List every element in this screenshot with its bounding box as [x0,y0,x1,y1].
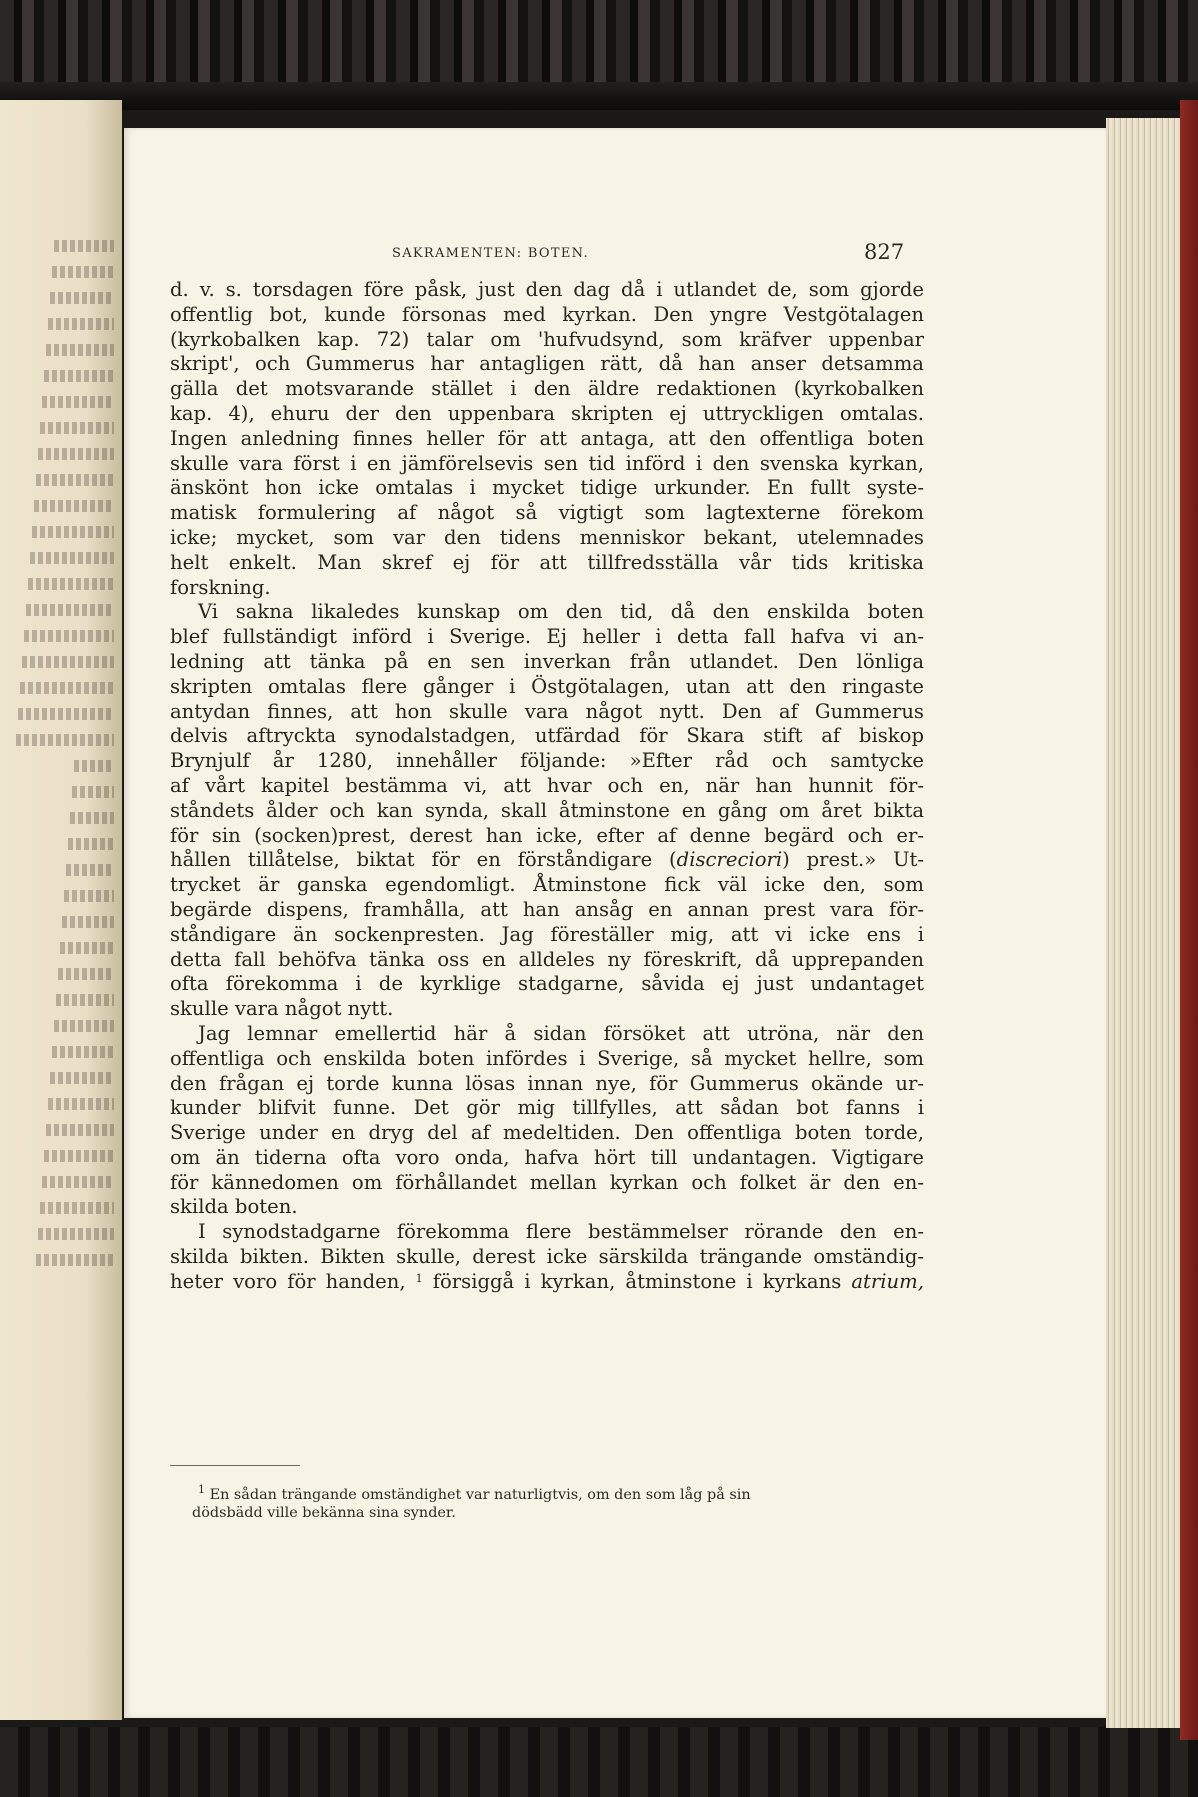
previous-page-text-trace [32,526,114,538]
previous-page-text-trace [36,474,114,486]
previous-page-text-trace [54,240,114,252]
text-line: heter voro för handen, $^1$ försiggå i kyrkan, åtminstone i kyrkans atrium, [170,1269,924,1293]
body-text [170,278,924,1295]
text-line: d. v. s. torsdagen före påsk, just den dag då i utlandet de, som gjorde [170,278,924,301]
text-line: ståndigare än sockenpresten. Jag föreställer mig, att vi icke ens i [170,922,924,946]
text-line: änskönt hon icke omtalas i mycket tidige urkunder. En fullt syste- [170,476,924,500]
text-line: Ingen anledning finnes heller för att antaga, att den offentliga boten [170,426,924,450]
footnote [170,1483,924,1522]
text-line: Sverige under en dryg del af medeltiden. Den offentliga boten torde, [170,1121,924,1145]
previous-page-text-trace [34,500,114,512]
text-line: offentliga och enskilda boten infördes i Sverige, så mycket hellre, som [170,1046,924,1070]
page-number: 827 [864,240,905,264]
text-line: om än tiderna ofta voro onda, hafva hört till undantagen. Vigtigare [170,1145,924,1169]
previous-page-text-trace [74,760,114,772]
previous-page-text-trace [38,448,114,460]
footnote-text-1: En sådan trängande omständighet var naturligtvis, om den som låg på sin [209,1487,751,1503]
previous-page-text-trace [68,838,114,850]
previous-page-text-trace [56,994,114,1006]
previous-page-text-trace [46,1124,114,1136]
text-line: kunder blifvit funne. Det gör mig tillfylles, att sådan bot fanns i [170,1096,924,1120]
text-line: Vi sakna likaledes kunskap om den tid, då den enskilda boten [198,600,924,624]
text-line: ledning att tänka på en sen inverkan från utlandet. Den lönliga [170,649,924,673]
text-line: offentlig bot, kunde försonas med kyrkan. Den yngre Vestgötalagen [170,302,924,326]
previous-page-text-trace [50,1072,114,1084]
previous-page-text-trace [48,318,114,330]
text-line: skulle vara något nytt. [170,997,394,1021]
previous-page-text-trace [16,734,114,746]
text-line: den frågan ej torde kunna lösas innan nye, för Gummerus okände ur- [170,1071,924,1095]
footnote-marker: 1 [198,1483,205,1496]
footnote-ref: 1 [415,1271,423,1285]
previous-page-text-trace [24,630,114,642]
previous-page-text-trace [40,1202,114,1214]
previous-page-text-trace [52,1046,114,1058]
previous-page-text-trace [54,1020,114,1032]
footnote-text-2: dödsbädd ville bekänna sina synder. [192,1505,456,1521]
text-line: begärde dispens, framhålla, att han ansåg en annan prest vara för- [170,897,924,921]
text-line: för kännedomen om förhållandet mellan kyrkan och folket är den en- [170,1170,924,1194]
text-line: af vårt kapitel bestämma vi, att hvar och en, när han hunnit för- [170,773,924,797]
previous-page-text-trace [60,942,114,954]
text-line: ofta förekomma i de kyrklige stadgarne, såvida ej just undantaget [170,972,924,996]
text-line: hållen tillåtelse, biktat för en förståndigare (discreciori) prest.» Ut- [170,848,924,872]
previous-page-text-trace [38,1228,114,1240]
footnote-rule [170,1465,300,1466]
text-line: detta fall behöfva tänka oss en alldeles ny föreskrift, då upprepanden [170,947,924,971]
text-line: delvis aftryckta synodalstadgen, utfärdad för Skara stift af biskop [170,724,924,748]
previous-page-text-trace [42,396,114,408]
previous-page-text-trace [66,864,114,876]
text-line: Brynjulf år 1280, innehåller följande: »Efter råd och samtycke [170,749,924,773]
footnote-line [170,1483,924,1504]
book-cover [1180,100,1198,1740]
previous-page-text-trace [72,786,114,798]
text-line: antydan finnes, att hon skulle vara något nytt. Den af Gummerus [170,699,924,723]
text-line: blef fullständigt införd i Sverige. Ej heller i detta fall hafva vi an- [170,625,924,649]
text-line: forskning. [170,575,271,599]
previous-page-text-trace [70,812,114,824]
previous-page-text-trace [42,1176,114,1188]
previous-page-text-trace [62,916,114,928]
previous-page-text-trace [28,578,114,590]
previous-page-text-trace [64,890,114,902]
previous-page-text-trace [48,1098,114,1110]
text-line: kap. 4), ehuru der den uppenbara skripten ej uttryckligen omtalas. [170,401,924,425]
previous-page-text-trace [18,708,114,720]
text-line: skilda boten. [170,1195,298,1219]
text-line: ståndets ålder och kan synda, skall åtminstone en gång om året bikta [170,798,924,822]
previous-page-text-trace [26,604,114,616]
previous-page-text-trace [40,422,114,434]
previous-page-edge [0,100,122,1720]
previous-page-text-trace [36,1254,114,1266]
text-line: skilda bikten. Bikten skulle, derest icke särskilda trängande omständig- [170,1245,924,1269]
previous-page-text-trace [46,344,114,356]
running-head [124,240,1106,268]
text-line: Jag lemnar emellertid här å sidan försöket att utröna, när den [198,1021,924,1045]
book-page [124,128,1106,1718]
text-line: för sin (socken)prest, derest han icke, efter af denne begärd och er- [170,823,924,847]
previous-page-text-trace [20,682,114,694]
text-line: skript', och Gummerus har antagligen rätt, då han anser detsamma [170,352,924,376]
scanner-top-bar [0,0,1198,110]
previous-page-text-trace [44,1150,114,1162]
text-line: skripten omtalas flere gånger i Östgötalagen, utan att den ringaste [170,674,924,698]
previous-page-text-trace [52,266,114,278]
footnote-line [170,1504,924,1522]
previous-page-text-trace [44,370,114,382]
previous-page-text-trace [58,968,114,980]
text-line: trycket är ganska egendomligt. Åtminstone fick väl icke den, som [170,873,924,897]
scanner-bottom-bar [0,1727,1198,1797]
text-line: gälla det motsvarande stället i den äldre redaktionen (kyrkobalken [170,377,924,401]
running-head-title: SAKRAMENTEN: BOTEN. [392,246,589,261]
text-line: matisk formulering af något så vigtigt som lagtexterne förekom [170,501,924,525]
previous-page-text-trace [50,292,114,304]
text-line: icke; mycket, som var den tidens menniskor bekant, utelemnades [170,525,924,549]
previous-page-text-trace [22,656,114,668]
previous-page-text-trace [30,552,114,564]
text-line: helt enkelt. Man skref ej för att tillfredsställa vår tids kritiska [170,550,924,574]
text-line: (kyrkobalken kap. 72) talar om 'hufvudsynd, som kräfver uppenbar [170,327,924,351]
text-line: skulle vara först i en jämförelsevis sen tid införd i den svenska kyrkan, [170,451,924,475]
text-line: I synodstadgarne förekomma flere bestämmelser rörande den en- [198,1220,924,1244]
